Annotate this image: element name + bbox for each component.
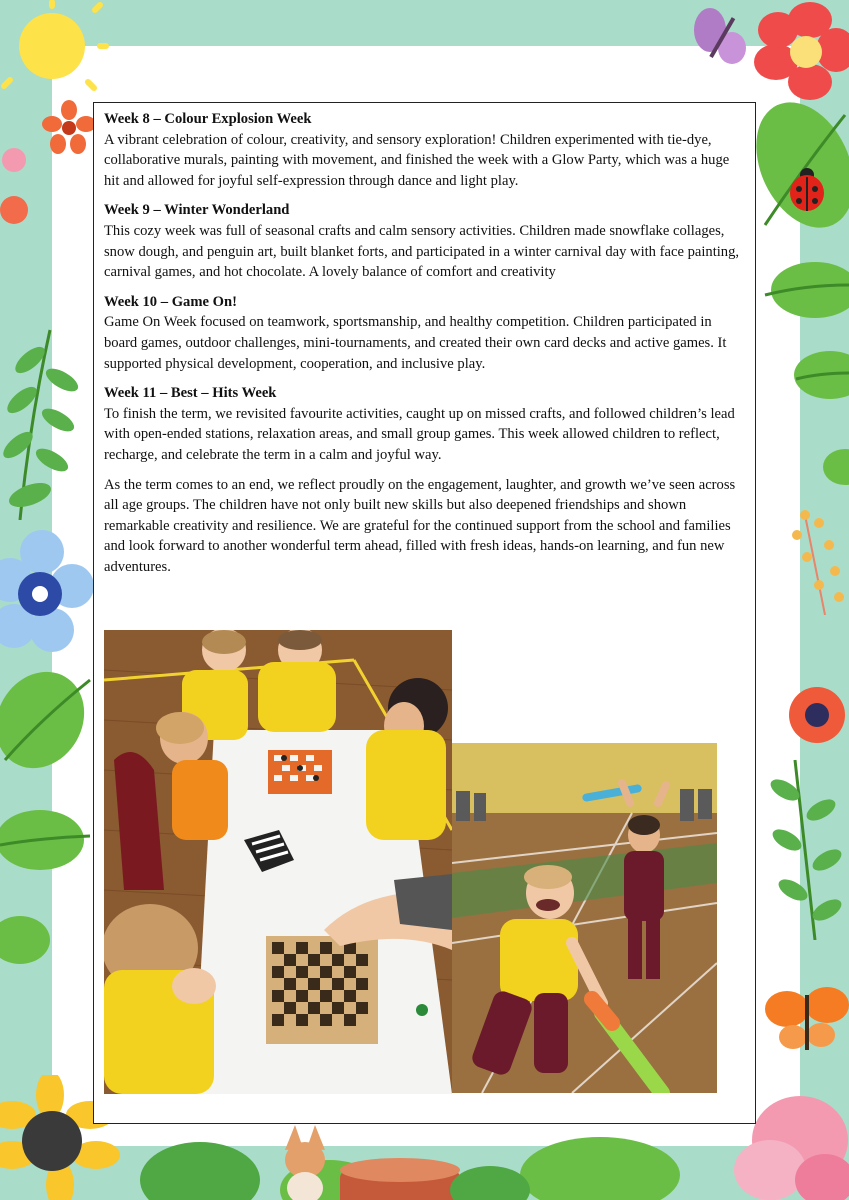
berry-branch-icon <box>785 505 849 615</box>
content-panel <box>93 102 756 1124</box>
right-orange-flower-icon <box>785 685 849 745</box>
sun-icon <box>0 0 110 110</box>
butterfly-icon <box>690 0 755 75</box>
bottom-plants-icon <box>130 1120 730 1200</box>
fox-icon <box>275 1120 335 1200</box>
left-fern-icon <box>0 320 90 520</box>
section-body: This cozy week was full of seasonal crafts and calm sensory activities. Children made snowflake collages, snow dough, and penguin art, built blanket forts, and participated in a winter carnival day with face painting, carnival games, and hot chocolate. A lovely balance of comfort and creativity <box>104 222 740 281</box>
red-flower-icon <box>748 0 849 110</box>
section-week-10 <box>104 292 746 374</box>
orange-butterfly-icon <box>765 975 849 1065</box>
orange-flower-icon <box>42 100 97 155</box>
right-leaf-icon-2 <box>755 255 849 325</box>
section-body: A vibrant celebration of colour, creativity, and sensory exploration! Children experimented with tie-dye, collaborative murals, painting with movement, and finished the week with a Glow Party, which was a huge hit and allowed for joyful self-expression through dance and light play. <box>104 131 730 189</box>
blue-flower-icon <box>0 530 95 670</box>
section-heading: Week 11 – Best – Hits Week <box>104 385 277 402</box>
left-leaf-icon-4 <box>0 910 60 970</box>
section-heading: Week 9 – Winter Wonderland <box>104 202 290 219</box>
right-fern-icon <box>765 750 849 940</box>
section-week-11 <box>104 383 746 465</box>
section-heading: Week 8 – Colour Explosion Week <box>104 111 312 127</box>
left-leaf-icon-3 <box>0 800 90 880</box>
gym-play-photo <box>452 743 717 1093</box>
left-leaf-icon-2 <box>0 660 95 770</box>
section-week-8 <box>104 109 746 191</box>
section-week-9 <box>104 200 746 282</box>
text-content <box>104 109 746 577</box>
ladybug-icon <box>785 165 830 213</box>
right-leaf-icon-3 <box>790 345 849 405</box>
section-body: To finish the term, we revisited favourite activities, caught up on missed crafts, and followed children’s lead with open-ended stations, relaxation areas, and small group games. This week allowed children to reflect, recharge, and celebrate the term in a calm and joyful way. <box>104 405 735 463</box>
section-heading: Week 10 – Game On! <box>104 293 237 310</box>
section-body: Game On Week focused on teamwork, sportsmanship, and healthy competition. Children participated in board games, outdoor challenges, mini-tournaments, and created their own card decks and active games. It supported physical development, cooperation, and inclusive play. <box>104 314 727 372</box>
pink-flower-icon <box>0 140 45 240</box>
closing-paragraph: As the term comes to an end, we reflect proudly on the engagement, laughter, and growth we’ve seen across all age groups. The children have not only built new skills but also deepened friendships and shown remarkable creativity and resilience. We are grateful for the continued support from the school and families and look forward to another wonderful term ahead, filled with fresh ideas, hands-on learning, and fun new adventures. <box>104 476 736 575</box>
right-leaf-icon-4 <box>815 445 849 490</box>
chess-game-photo <box>104 630 452 1094</box>
